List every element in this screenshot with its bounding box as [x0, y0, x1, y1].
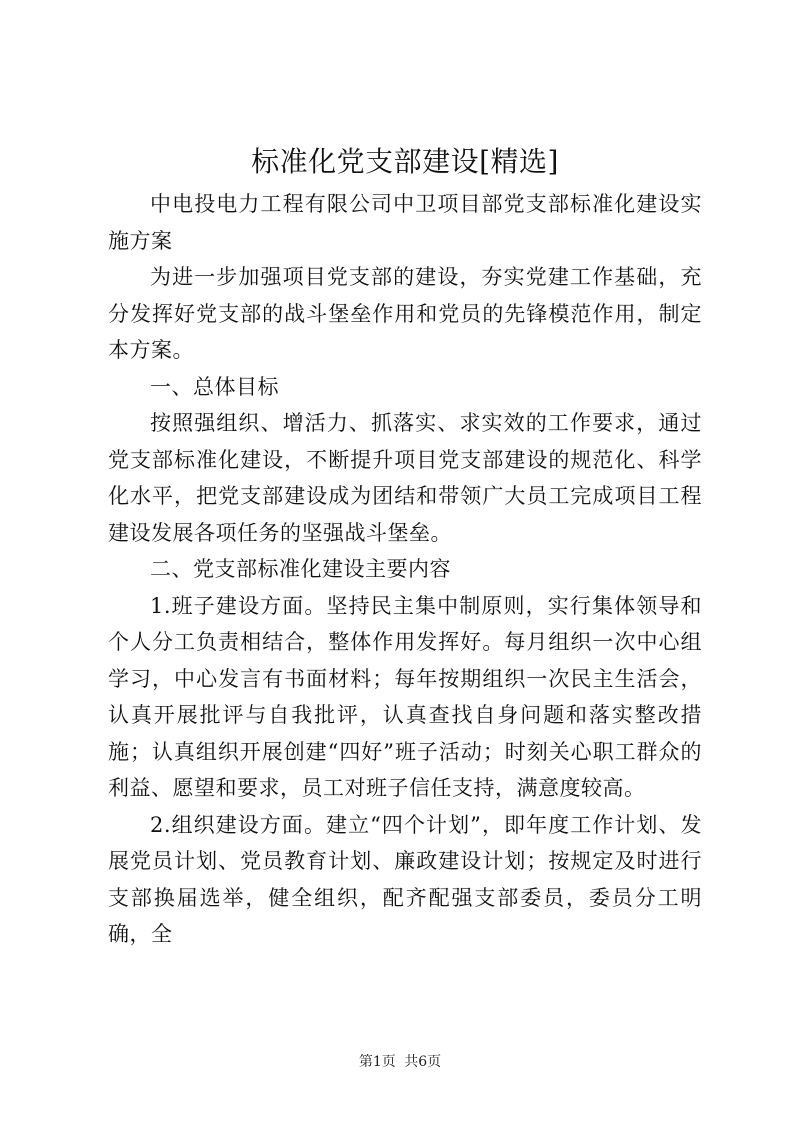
page-number: 第1页 — [358, 1054, 396, 1070]
paragraph-team-building: 1.班子建设方面。坚持民主集中制原则，实行集体领导和个人分工负责相结合，整体作用发挥好。每月组织一次中心组学习，中心发言有书面材料；每年按期组织一次民主生活会，认真开展批评与自我批评，认真查找自身问题和落实整改措施；认真组织开展创建“四好”班子活动；时刻关心职工群众的利益、愿望和要求，员工对班子信任支持，满意度较高。 — [108, 593, 702, 800]
document-body — [108, 142, 702, 953]
paragraph-intro: 为进一步加强项目党支部的建设，夯实党建工作基础，充分发挥好党支部的战斗堡垒作用和党员的先锋模范作用，制定本方案。 — [108, 265, 702, 362]
paragraph-subtitle: 中电投电力工程有限公司中卫项目部党支部标准化建设实施方案 — [108, 192, 702, 253]
page-total: 共6页 — [404, 1054, 442, 1070]
heading-overall-goal: 一、总体目标 — [150, 374, 279, 399]
paragraph-organization-building: 2.组织建设方面。建立“四个计划”，即年度工作计划、发展党员计划、党员教育计划、廉政建设计划；按规定及时进行支部换届选举，健全组织，配齐配强支部委员，委员分工明确，全 — [108, 812, 702, 946]
document-title: 标准化党支部建设[精选] — [251, 145, 559, 178]
heading-main-content: 二、党支部标准化建设主要内容 — [150, 557, 451, 581]
paragraph-goal: 按照强组织、增活力、抓落实、求实效的工作要求，通过党支部标准化建设，不断提升项目党支部建设的规范化、科学化水平，把党支部建设成为团结和带领广大员工完成项目工程建设发展各项任务的坚强战斗堡垒。 — [108, 411, 702, 545]
page-footer — [0, 1052, 800, 1072]
